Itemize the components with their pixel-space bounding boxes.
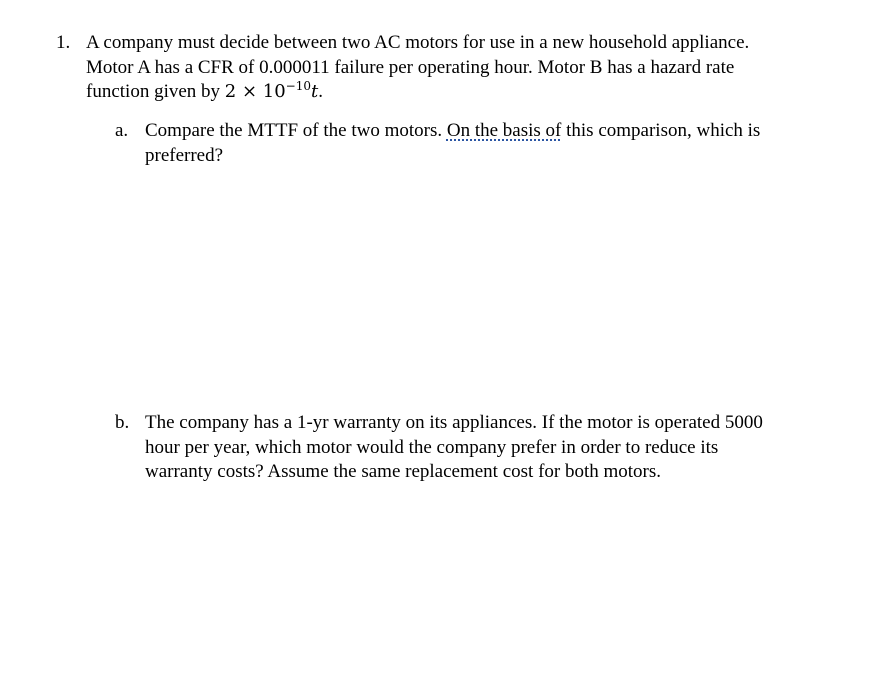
part-a-text [145,119,815,168]
part-b-text [145,411,815,485]
question-text [86,31,806,105]
part-a-letter: a. [115,120,129,141]
equation-exponent: −10 [285,79,311,93]
part-a-text-before: Compare the MTTF of the two motors. [145,120,447,141]
question-number: 1. [56,32,71,53]
equation-variable: t [311,81,319,102]
part-a-line-2: preferred? [145,144,224,166]
part-b-line-3: warranty costs? Assume the same replacement cost for both motors. [145,461,662,482]
equation-base: 2 × 10 [224,81,286,102]
part-b-line-2: hour per year, which motor would the company prefer in order to reduce its [145,436,719,458]
question-line-3 [86,80,806,105]
part-a-text-after: this comparison, which is [561,120,761,141]
grammar-suggestion-underline[interactable]: On the basis of [446,120,562,141]
question-line-2: Motor A has a CFR of 0.000011 failure per operating hour. Motor B has a hazard rate [86,56,735,78]
hazard-rate-equation [225,81,318,102]
part-b-letter: b. [115,412,130,433]
part-b-line-1: The company has a 1-yr warranty on its appliances. If the motor is operated 5000 [145,412,763,433]
question-line-3-prefix: function given by [86,81,225,102]
question-line-3-suffix: . [318,81,323,102]
question-line-1: A company must decide between two AC motors for use in a new household appliance. [86,32,750,53]
part-a-line-1 [145,119,815,144]
